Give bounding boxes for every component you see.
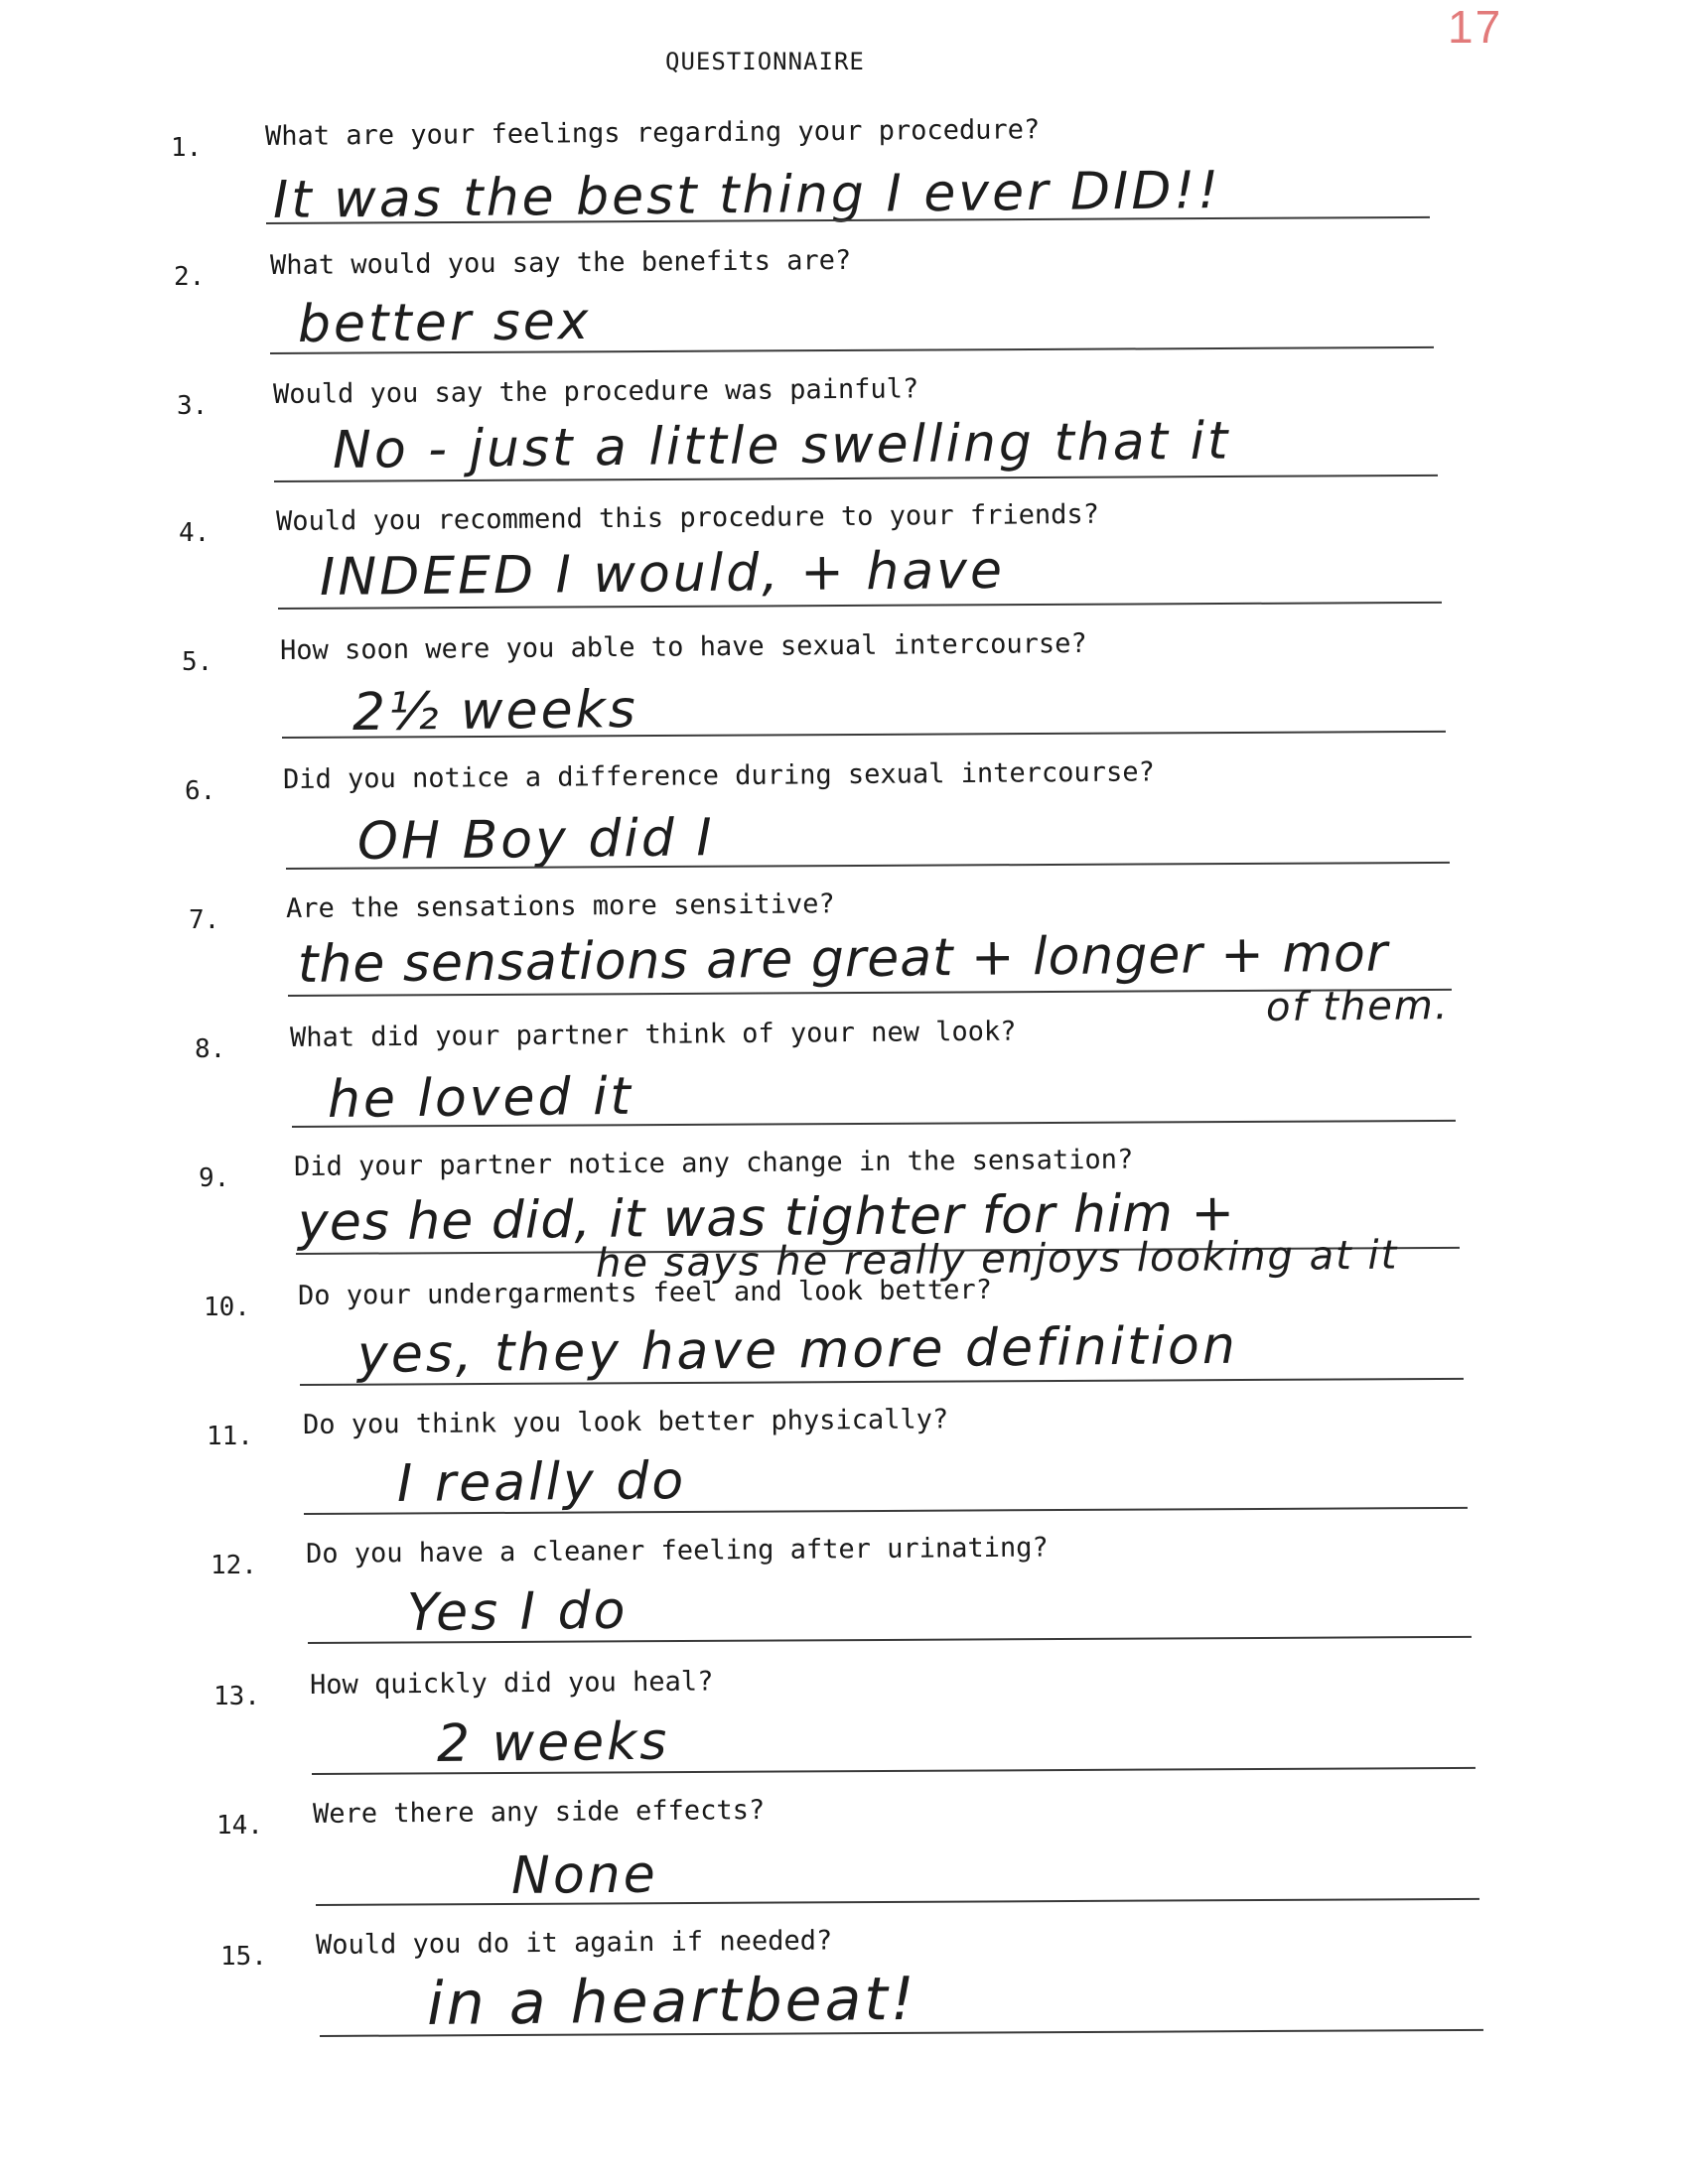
handwritten-answer: 2 weeks <box>436 1711 670 1774</box>
question-number: 9. <box>199 1163 230 1193</box>
handwritten-answer: the sensations are great + longer + mor <box>297 923 1389 995</box>
question-number: 12. <box>211 1551 257 1580</box>
question-number: 11. <box>207 1422 253 1451</box>
question-text: Would you recommend this procedure to your friends? <box>275 498 1100 537</box>
question-text: How quickly did you heal? <box>309 1666 714 1701</box>
question-text: Do you think you look better physically? <box>302 1404 949 1440</box>
handwritten-answer: he loved it <box>327 1066 634 1130</box>
question-4 <box>0 498 1688 635</box>
question-text: Would you say the procedure was painful? <box>272 373 919 410</box>
question-text: Did your partner notice any change in the sensation? <box>293 1144 1134 1182</box>
question-9 <box>0 1144 1688 1287</box>
question-number: 3. <box>177 391 209 421</box>
question-number: 14. <box>216 1811 263 1841</box>
question-text: How soon were you able to have sexual intercourse? <box>279 627 1087 666</box>
question-5 <box>0 627 1688 764</box>
question-text: Would you do it again if needed? <box>315 1925 833 1961</box>
question-number: 6. <box>185 776 216 806</box>
question-number: 15. <box>220 1942 267 1972</box>
handwritten-answer: None <box>510 1844 658 1906</box>
answer-line <box>316 1898 1479 1906</box>
question-2 <box>0 244 1688 379</box>
question-text: Did you notice a difference during sexual intercourse? <box>282 756 1155 795</box>
question-number: 5. <box>182 647 213 677</box>
question-text: What are your feelings regarding your procedure? <box>264 114 1041 152</box>
handwritten-answer: better sex <box>297 291 592 354</box>
question-text: Do your undergarments feel and look better? <box>297 1274 993 1311</box>
question-number: 13. <box>213 1682 260 1711</box>
question-text: Do you have a cleaner feeling after urinating? <box>305 1532 1049 1570</box>
question-14 <box>0 1795 1688 1928</box>
handwritten-answer: 2½ weeks <box>352 679 639 743</box>
handwritten-answer: Yes I do <box>406 1580 629 1643</box>
question-7 <box>0 888 1688 1030</box>
question-text: Are the sensations more sensitive? <box>285 888 835 924</box>
question-15 <box>0 1925 1688 2059</box>
question-number: 2. <box>174 262 206 292</box>
question-text: What did your partner think of your new look? <box>289 1016 1017 1053</box>
question-10 <box>0 1274 1688 1410</box>
question-12 <box>0 1532 1688 1668</box>
question-8 <box>0 1016 1688 1152</box>
question-number: 8. <box>195 1034 226 1064</box>
handwritten-answer: yes, they have more definition <box>356 1315 1239 1385</box>
question-3 <box>0 373 1688 508</box>
question-text: What would you say the benefits are? <box>269 244 852 281</box>
question-number: 4. <box>179 518 211 548</box>
page-title: QUESTIONNAIRE <box>665 48 865 75</box>
question-text: Were there any side effects? <box>312 1795 766 1830</box>
handwritten-answer: OH Boy did I <box>356 808 715 872</box>
handwritten-answer-continued: he says he really enjoys looking at it <box>595 1232 1399 1287</box>
question-number: 7. <box>189 905 220 935</box>
handwritten-answer: It was the best thing I ever DID!! <box>272 161 1222 230</box>
handwritten-answer: yes he did, it was tighter for him + <box>297 1183 1236 1253</box>
handwritten-answer: INDEED I would, + have <box>319 540 1006 608</box>
handwritten-answer-continued: of them. <box>1265 983 1450 1030</box>
handwritten-answer: I really do <box>396 1450 687 1514</box>
question-number: 10. <box>204 1293 250 1322</box>
question-6 <box>0 756 1688 893</box>
handwritten-answer: in a heartbeat! <box>426 1964 918 2039</box>
question-11 <box>0 1404 1688 1539</box>
handwritten-answer: No - just a little swelling that it <box>332 411 1231 480</box>
question-1 <box>0 114 1688 250</box>
question-13 <box>0 1666 1688 1799</box>
question-number: 1. <box>171 133 203 163</box>
page-number: 17 <box>1448 1 1503 53</box>
